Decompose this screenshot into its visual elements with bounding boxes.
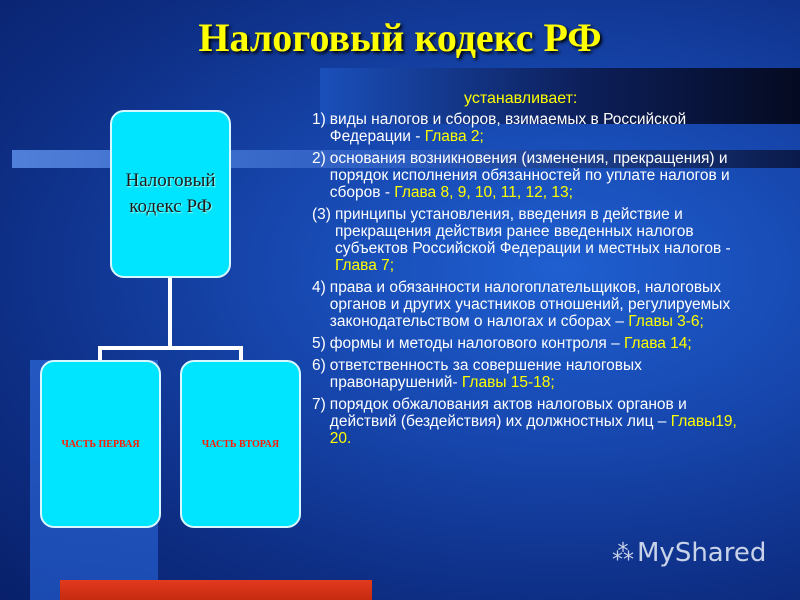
list-item (312, 357, 752, 391)
item-description: порядок обжалования актов налоговых органов и действий (бездействия) их должностных лиц – (329, 396, 687, 430)
item-description: принципы установления, введения в действие и прекращения действия ранее введенных налогов субъектов Российской Федерации и местных налогов - (334, 206, 731, 257)
item-description: основания возникновения (изменения, прекращения) и порядок исполнения обязанностей по уплате налогов и сборов - (329, 150, 730, 201)
item-chapter: Глава 7; (334, 257, 395, 274)
item-chapter: Главы 15-18; (461, 374, 555, 391)
content-heading: устанавливает: (464, 90, 578, 107)
item-text (330, 279, 752, 330)
list-item (312, 279, 752, 330)
item-number: 2) (312, 150, 326, 167)
item-number: 1) (312, 111, 326, 128)
item-text (330, 150, 752, 201)
list-item (312, 335, 752, 352)
connector-horizontal (98, 346, 243, 350)
item-chapter: Главы19, 20. (329, 413, 737, 447)
item-chapter: Глава 8, 9, 10, 11, 12, 13; (394, 184, 573, 201)
list-item (312, 150, 752, 201)
decorative-red-bar (60, 580, 372, 600)
content-list (312, 90, 752, 452)
item-description: формы и методы налогового контроля – (329, 335, 624, 352)
watermark-text: MyShared (637, 538, 767, 568)
watermark (612, 538, 766, 568)
item-description: права и обязанности налогоплательщиков, налоговых органов и других участников отношений, регулируемых законодательством о налогах и сборах – (329, 279, 731, 330)
item-chapter: Главы 3-6; (628, 313, 704, 330)
item-number: 7) (312, 396, 326, 413)
tax-code-box (110, 110, 231, 278)
part-one-box (40, 360, 161, 528)
tax-code-box-label: Налоговый кодекс РФ (125, 170, 216, 217)
item-number: (3) (312, 206, 331, 223)
item-text (330, 357, 752, 391)
list-item (312, 396, 752, 447)
item-number: 6) (312, 357, 326, 374)
item-chapter: Глава 14; (624, 335, 692, 352)
connector-vertical (168, 278, 172, 348)
item-text (335, 206, 752, 274)
item-description: ответственность за совершение налоговых правонарушений- (329, 357, 642, 391)
item-chapter: Глава 2; (424, 128, 484, 145)
list-item (312, 206, 752, 274)
part-two-label: ЧАСТЬ ВТОРАЯ (201, 438, 280, 450)
item-number: 5) (312, 335, 326, 352)
part-two-box (180, 360, 301, 528)
item-text (330, 335, 752, 352)
page-title: Налоговый кодекс РФ (198, 15, 602, 60)
myshared-logo-icon: ⁂ (612, 540, 634, 566)
part-one-label: ЧАСТЬ ПЕРВАЯ (61, 438, 140, 450)
item-number: 4) (312, 279, 326, 296)
item-text (330, 396, 752, 447)
list-item (312, 111, 752, 145)
item-description: виды налогов и сборов, взимаемых в Российской Федерации - (329, 111, 687, 145)
item-text (330, 111, 752, 145)
